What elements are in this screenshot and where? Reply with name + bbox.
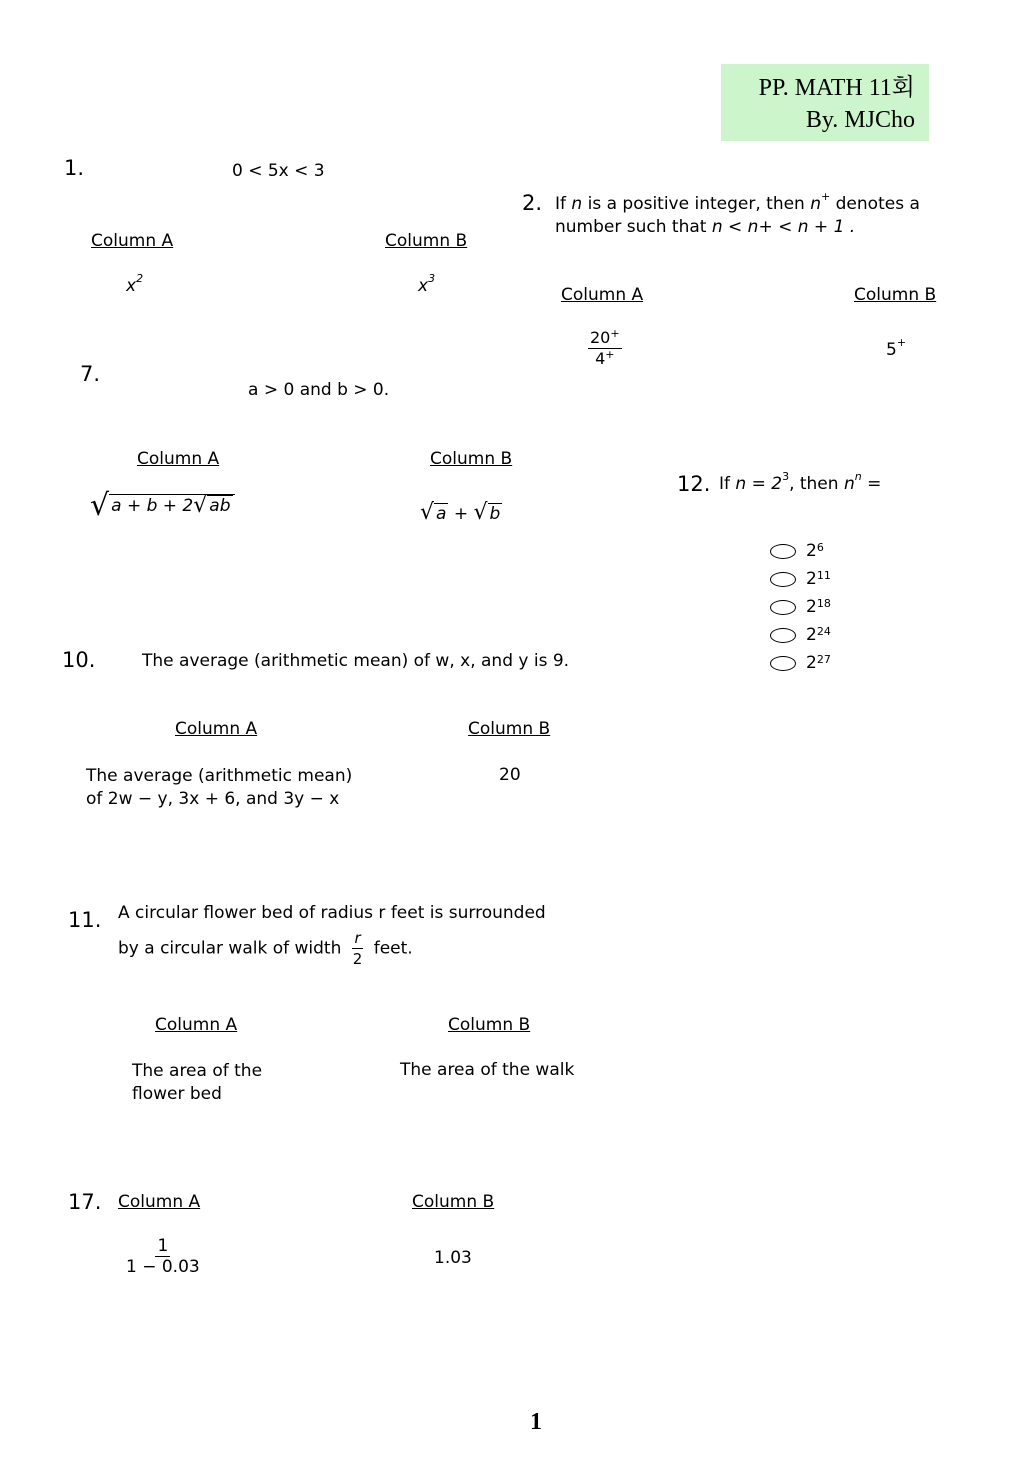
q1-column-a-value: $x^2$ <box>126 272 144 296</box>
q2-column-a-value: $\frac{20^+}{4^+}$ <box>590 327 620 368</box>
q2-column-b-label: Column B <box>854 285 937 305</box>
q10-number: 10. <box>62 648 96 672</box>
q11-number: 11. <box>68 908 102 932</box>
radio-icon[interactable] <box>770 572 796 587</box>
q12-option-3[interactable]: 2 $^{18}$ <box>770 593 831 621</box>
q10-column-b-label: Column B <box>468 719 551 739</box>
header-author: By. MJCho <box>805 107 915 133</box>
q11-stem-line1: A circular flower bed of radius r feet is surrounded <box>118 903 546 923</box>
q2-number: 2. <box>522 191 543 215</box>
radio-icon[interactable] <box>770 544 796 559</box>
q17-column-b-value: 1.03 <box>434 1248 472 1268</box>
q1-column-a-label: Column A <box>91 231 174 251</box>
q2-column-b-value: 5+ <box>886 336 907 360</box>
q10-column-b-value: 20 <box>499 765 521 785</box>
q12-option-5[interactable]: 2 $^{27}$ <box>770 649 831 677</box>
q10-column-a-label: Column A <box>175 719 258 739</box>
q17-column-a-label: Column A <box>118 1192 201 1212</box>
q7-column-b-value: √ a + √ b <box>420 500 501 525</box>
q12-option-4[interactable]: 2 $^{24}$ <box>770 621 831 649</box>
q12-stem: If $n = 2^3$, then $n^n$ = <box>719 470 882 494</box>
q1-column-b-value: $x^3$ <box>418 272 436 296</box>
q12-options <box>770 537 831 677</box>
q2-stem-line2: number such that n < n+ < n + 1 . <box>555 217 856 237</box>
q12-number: 12. <box>677 472 711 496</box>
radio-icon[interactable] <box>770 600 796 615</box>
q17-column-a-value: $\frac{1}{1 - 0.03}$ <box>126 1236 200 1277</box>
q11-stem-line2: by a circular walk of width $\frac{r}{2}$ feet. <box>118 929 413 968</box>
radio-icon[interactable] <box>770 656 796 671</box>
header-badge <box>721 64 929 141</box>
page-number: 1 <box>530 1409 542 1435</box>
q1-condition: 0 < 5x < 3 <box>232 161 325 181</box>
q1-number: 1. <box>64 156 85 180</box>
q7-number: 7. <box>80 362 101 386</box>
q2-column-a-label: Column A <box>561 285 644 305</box>
q7-column-a-label: Column A <box>137 449 220 469</box>
q17-number: 17. <box>68 1190 102 1214</box>
q11-column-b-label: Column B <box>448 1015 531 1035</box>
q12-option-2[interactable]: 2 $^{11}$ <box>770 565 831 593</box>
radio-icon[interactable] <box>770 628 796 643</box>
q7-condition: a > 0 and b > 0. <box>248 380 390 400</box>
q2-stem-line1: If n is a positive integer, then n+ denotes a <box>555 190 920 214</box>
q1-column-b-label: Column B <box>385 231 468 251</box>
header-title: PP. MATH 11회 <box>758 75 915 101</box>
q17-column-b-label: Column B <box>412 1192 495 1212</box>
q10-column-a-value: The average (arithmetic mean) of 2w − y, 3x + 6, and 3y − x <box>86 766 353 809</box>
q7-column-b-label: Column B <box>430 449 513 469</box>
q7-column-a-value: √ a + b + 2√ ab <box>90 494 235 516</box>
q11-column-b-value: The area of the walk <box>400 1060 575 1080</box>
q11-column-a-label: Column A <box>155 1015 238 1035</box>
q10-stem: The average (arithmetic mean) of w, x, and y is 9. <box>142 651 570 671</box>
q12-option-1[interactable]: 2 $^6$ <box>770 537 831 565</box>
q11-column-a-value: The area of the flower bed <box>132 1061 263 1104</box>
